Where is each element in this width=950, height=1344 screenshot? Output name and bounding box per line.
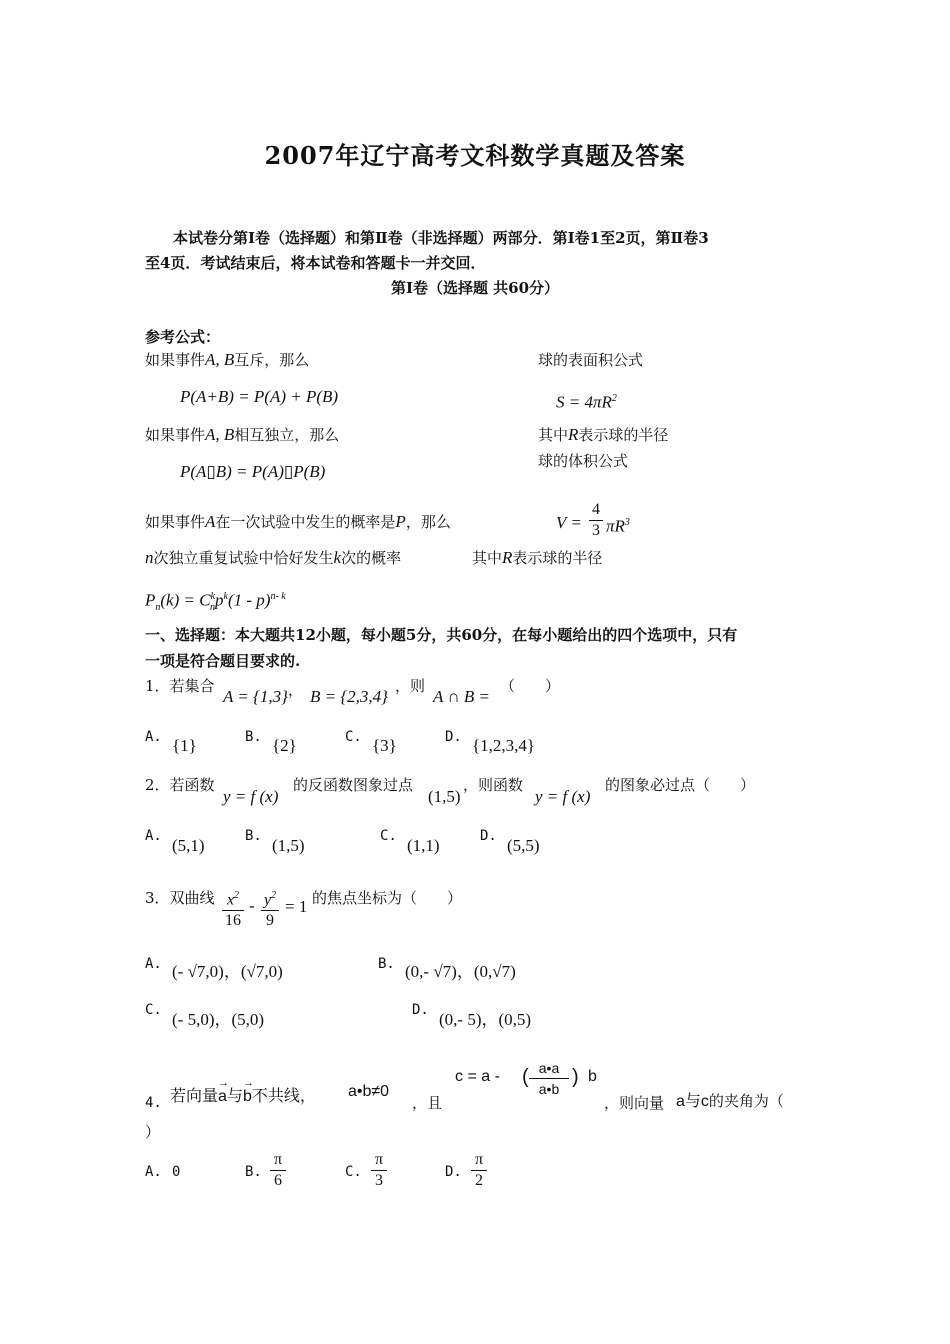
section-1-line-2: 一项是符合题目要求的.: [145, 652, 301, 670]
q3-option-c: (- 5,0)，(5,0): [172, 1010, 265, 1029]
q4-option-d-label: D.: [445, 1164, 462, 1180]
formula-4-text: n次独立重复试验中恰好发生k次的概率: [145, 548, 402, 567]
q1-option-b-label: B.: [245, 729, 262, 745]
q1-option-d-label: D.: [445, 729, 462, 745]
q4-number: 4.: [145, 1095, 162, 1111]
q3-stem-1: 3．双曲线: [145, 889, 215, 907]
q2-option-c: (1,1): [407, 836, 440, 855]
q3-option-d: (0,- 5)，(0,5): [439, 1010, 532, 1029]
q1-expr: A ∩ B =: [433, 687, 490, 706]
q1-then: ，则: [395, 677, 426, 695]
q4-option-a-label: A.: [145, 1164, 162, 1180]
q4-stem-2: ，则向量: [604, 1094, 665, 1112]
page-title: 2007年辽宁高考文科数学真题及答案: [264, 141, 686, 170]
q3-fraction-y: $y^2$ 9: [261, 886, 279, 931]
sphere-area-label: 球的表面积公式: [538, 351, 644, 369]
intro-line-2: 至4页．考试结束后，将本试卷和答题卡一并交回．: [145, 254, 486, 272]
q2-option-b: (1,5): [272, 836, 305, 855]
q4-stem-3: a与c的夹角为（: [676, 1092, 784, 1110]
q1-paren: （ ）: [500, 677, 561, 695]
sphere-radius-note-2: 其中R表示球的半径: [472, 548, 603, 567]
q1-option-c-label: C.: [345, 729, 362, 745]
q2-point: (1,5): [428, 787, 461, 806]
formula-2-text: 如果事件A, B相互独立，那么: [145, 425, 340, 444]
q1-stem: 1．若集合: [145, 677, 215, 695]
q2-option-b-label: B.: [245, 828, 262, 844]
q2-stem-2: 的反函数图象过点: [293, 776, 414, 794]
q1-option-a: {1}: [172, 736, 197, 755]
q1-comma: ，: [288, 681, 304, 699]
q4-c-equation: c = a -: [455, 1068, 500, 1085]
q4-fraction: a•a a•b: [529, 1058, 569, 1099]
q3-option-a-label: A.: [145, 956, 162, 972]
intro-line-1: 本试卷分第Ⅰ卷（选择题）和第Ⅱ卷（非选择题）两部分．第Ⅰ卷1至2页，第Ⅱ卷3: [173, 229, 709, 247]
q4-close: ）: [145, 1123, 161, 1141]
q3-option-d-label: D.: [412, 1002, 429, 1018]
q3-option-a: (- √7,0)，(√7,0): [172, 962, 283, 981]
q1-option-b: {2}: [272, 736, 297, 755]
q2-option-a: (5,1): [172, 836, 205, 855]
formula-1: P(A+B) = P(A) + P(B): [180, 387, 339, 406]
q1-option-d: {1,2,3,4}: [472, 736, 536, 755]
q3-stem-2: 的焦点坐标为（ ）: [312, 889, 463, 907]
q4-option-c: π 3: [371, 1150, 387, 1191]
q3-option-c-label: C.: [145, 1002, 162, 1018]
part1-heading: 第Ⅰ卷（选择题 共60分）: [390, 279, 560, 297]
section-1-line-1: 一、选择题：本大题共12小题，每小题5分，共60分，在每小题给出的四个选项中，只有: [145, 626, 738, 644]
formula-2: P(A▯B) = P(A)▯P(B): [180, 462, 326, 481]
q3-fraction-x: $x^2$ 16: [222, 886, 244, 931]
q4-b-vector: b: [588, 1068, 597, 1085]
q4-option-b: π 6: [270, 1150, 286, 1191]
formula-3-text: 如果事件A在一次试验中发生的概率是P，那么: [145, 512, 451, 531]
q2-stem-3: ，则函数: [463, 776, 524, 794]
q2-option-c-label: C.: [380, 828, 397, 844]
sphere-volume-label: 球的体积公式: [538, 452, 629, 470]
q2-option-d-label: D.: [480, 828, 497, 844]
sphere-volume-v: V =: [556, 513, 582, 532]
q2-stem-1: 2．若函数: [145, 776, 215, 794]
q1-set-a: A = {1,3}: [223, 687, 288, 706]
q1-option-c: {3}: [372, 736, 397, 755]
sphere-radius-note-1: 其中R表示球的半径: [538, 425, 669, 444]
q4-paren-open: (: [522, 1066, 529, 1088]
q1-option-a-label: A.: [145, 729, 162, 745]
q3-minus: -: [249, 896, 255, 915]
q2-option-d: (5,5): [507, 836, 540, 855]
q3-option-b-label: B.: [378, 956, 395, 972]
q4-paren-close: ): [572, 1066, 579, 1088]
q2-func-2: y = f (x): [535, 787, 591, 806]
q1-set-b: B = {2,3,4}: [310, 687, 388, 706]
formula-4: $P_n(k) = C^k_np^k(1 - p)^{n- k}$: [145, 590, 286, 614]
q2-func-1: y = f (x): [223, 787, 279, 806]
q4-stem-1: 若向量 → a与 → b不共线，: [170, 1077, 316, 1105]
q4-option-a: 0: [172, 1164, 181, 1180]
q4-option-d: π 2: [471, 1150, 487, 1191]
q2-option-a-label: A.: [145, 828, 162, 844]
sphere-volume-rest: $\pi R^3$: [606, 516, 630, 536]
q4-dot-product: a•b≠0: [348, 1083, 390, 1100]
sphere-volume-fraction: 4 3: [589, 500, 603, 541]
formula-1-text: 如果事件A, B互斥，那么: [145, 350, 310, 369]
formulas-heading: 参考公式：: [145, 328, 221, 346]
q3-option-b: (0,- √7)，(0,√7): [405, 962, 516, 981]
q2-stem-4: 的图象必过点（ ）: [605, 776, 756, 794]
q4-option-c-label: C.: [345, 1164, 362, 1180]
sphere-area-formula: $S = 4\pi R^2$: [556, 392, 617, 412]
q4-and: ，且: [412, 1094, 443, 1112]
q3-equals: = 1: [285, 897, 308, 916]
q4-option-b-label: B.: [245, 1164, 262, 1180]
